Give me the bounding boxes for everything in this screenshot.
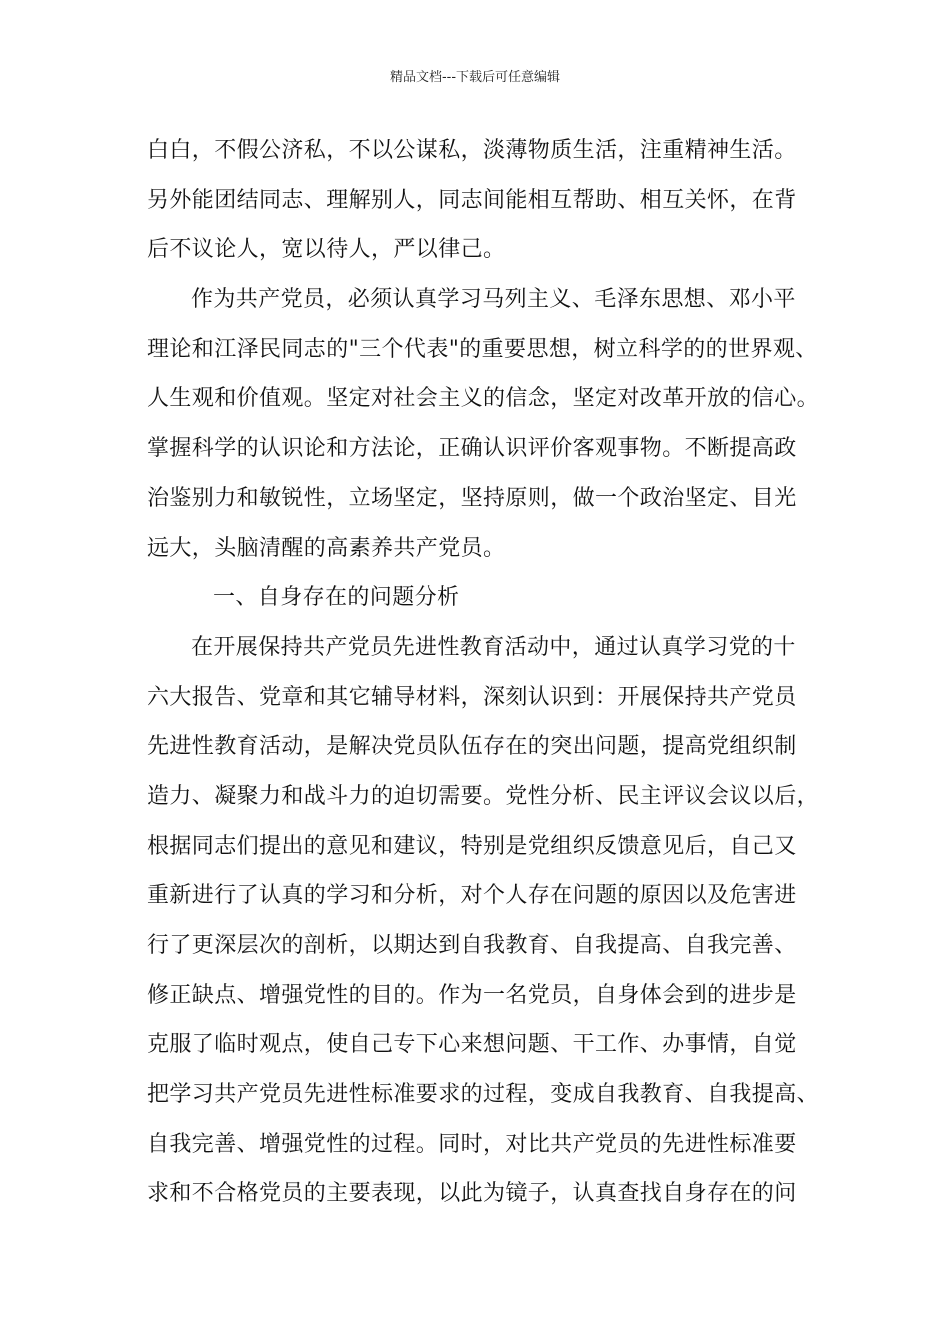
text-line: 远大，头脑清醒的高素养共产党员。: [147, 535, 506, 561]
text-line: 求和不合格党员的主要表现，以此为镜子，认真查找自身存在的问: [147, 1181, 797, 1207]
document-body: [147, 126, 827, 1219]
page-header: 精品文档---下载后可任意编辑: [389, 70, 561, 85]
text-line: 修正缺点、增强党性的目的。作为一名党员，自身体会到的进步是: [147, 982, 797, 1008]
text-line: 造力、凝聚力和战斗力的迫切需要。党性分析、民主评议会议以后，: [147, 783, 820, 809]
text-line: 根据同志们提出的意见和建议，特别是党组织反馈意见后，自己又: [147, 833, 797, 859]
text-line: 白白，不假公济私，不以公谋私，淡薄物质生活，注重精神生活。: [147, 138, 797, 163]
text-line: 重新进行了认真的学习和分析，对个人存在问题的原因以及危害进: [147, 883, 797, 909]
text-line: 自我完善、增强党性的过程。同时，对比共产党员的先进性标准要: [147, 1131, 797, 1157]
text-line: 人生观和价值观。坚定对社会主义的信念，坚定对改革开放的信心。: [147, 386, 820, 412]
text-line: 理论和江泽民同志的"三个代表"的重要思想，树立科学的的世界观、: [147, 336, 818, 362]
text-line: 在开展保持共产党员先进性教育活动中，通过认真学习党的十: [191, 634, 796, 660]
text-line: 作为共产党员，必须认真学习马列主义、毛泽东思想、邓小平: [191, 287, 796, 313]
text-line: 先进性教育活动，是解决党员队伍存在的突出问题，提高党组织制: [147, 734, 797, 760]
text-line: 治鉴别力和敏锐性，立场坚定，坚持原则，做一个政治坚定、目光: [147, 485, 797, 511]
text-line: 克服了临时观点，使自己专下心来想问题、干工作、办事情，自觉: [147, 1032, 797, 1058]
text-line: 把学习共产党员先进性标准要求的过程，变成自我教育、自我提高、: [147, 1082, 820, 1108]
text-line: 掌握科学的认识论和方法论，正确认识评价客观事物。不断提高政: [147, 436, 797, 462]
text-line: 六大报告、党章和其它辅导材料，深刻认识到：开展保持共产党员: [147, 684, 797, 710]
section-heading: 一、自身存在的问题分析: [213, 585, 460, 611]
text-line: 行了更深层次的剖析，以期达到自我教育、自我提高、自我完善、: [147, 933, 797, 958]
text-line: 后不议论人，宽以待人，严以律己。: [147, 237, 506, 263]
text-line: 另外能团结同志、理解别人，同志间能相互帮助、相互关怀，在背: [147, 187, 797, 213]
